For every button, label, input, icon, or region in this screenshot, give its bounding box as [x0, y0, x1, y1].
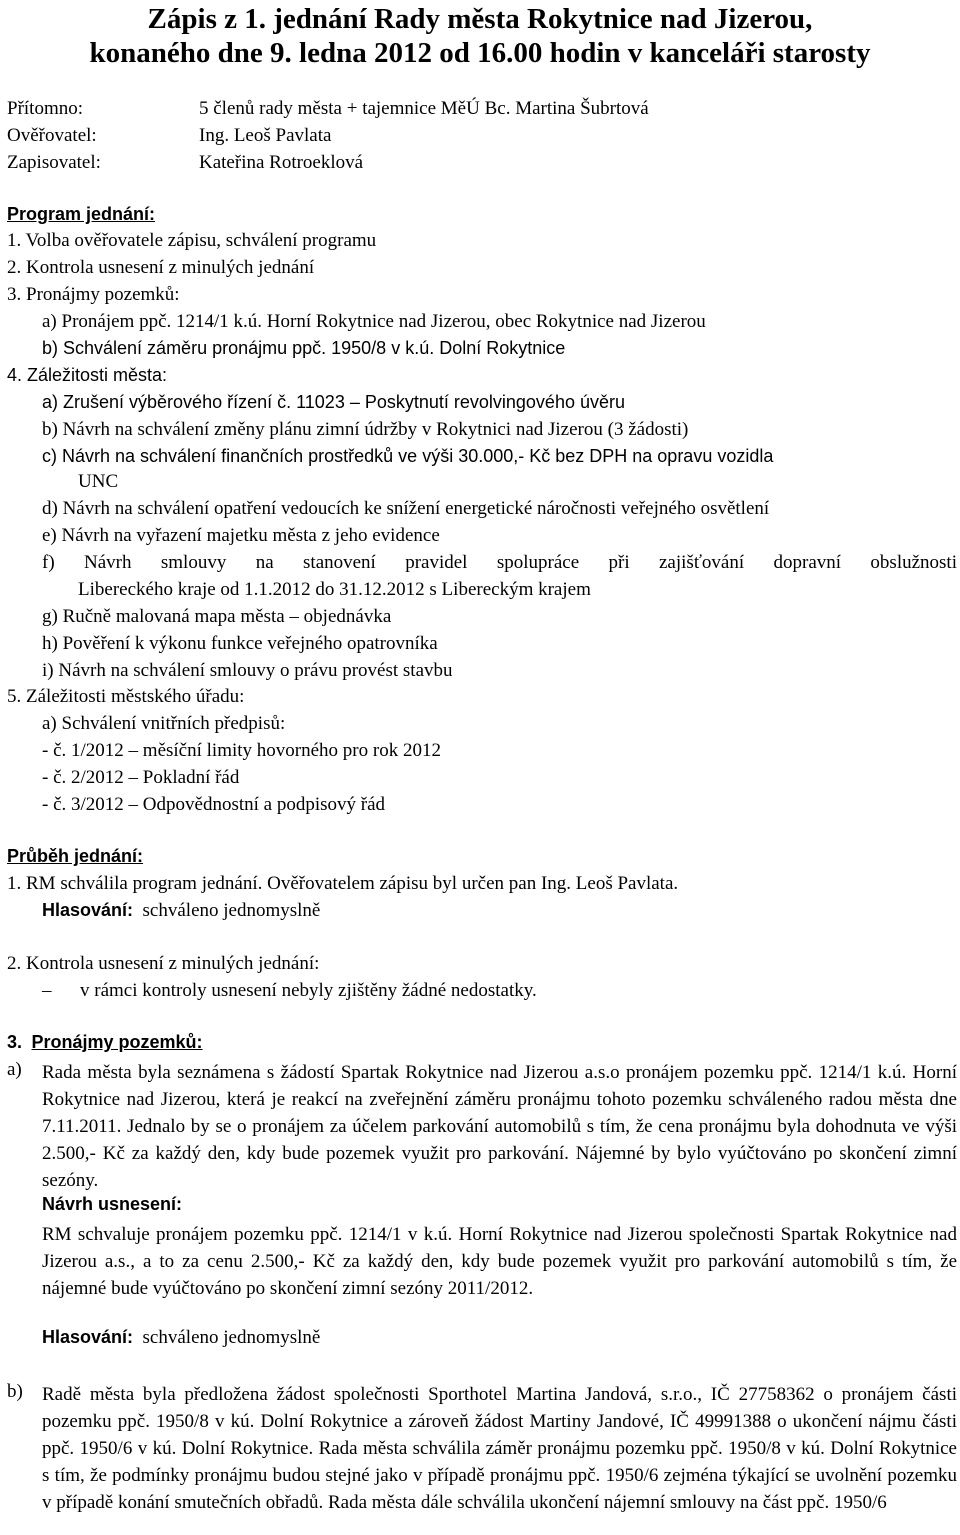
document-title	[0, 0, 960, 70]
attendance-value: 5 členů rady města + tajemnice MěÚ Bc. Martina Šubrtová	[199, 98, 649, 119]
attendance-label: Zapisovatel:	[7, 152, 101, 173]
program-subitem-continued: Libereckého kraje od 1.1.2012 do 31.12.2012 s Libereckým krajem	[78, 579, 591, 600]
attendance-label: Ověřovatel:	[7, 125, 97, 146]
attendance-label: Přítomno:	[7, 98, 84, 119]
paragraph-3a: Rada města byla seznámena s žádostí Spartak Rokytnice nad Jizerou a.s.o pronájem pozemku ppč. 1214/1 k.ú. Horní Rokytnice nad Jizerou, která je reakcí na zveřejnění záměru pronájmu tohoto pozemku schváleného radou města dne 7.11.2011. Jednalo by se o pronájem za účelem parkování automobilů s tím, že cena pronájmu byla dohodnuta ve výši 2.500,- Kč za každý den, kdy bude pozemek využit pro parkování. Nájemné by bylo vyúčtováno po skončení zimní sezóny.	[42, 1062, 957, 1191]
proceedings-dash-item	[42, 980, 537, 1002]
program-subitem: b) Návrh na schválení změny plánu zimní údržby v Rokytnici nad Jizerou (3 žádosti)	[42, 419, 689, 440]
program-subitem: - č. 1/2012 – měsíční limity hovorného pro rok 2012	[42, 740, 441, 761]
program-heading: Program jednání:	[7, 204, 156, 224]
program-subitem: g) Ručně malovaná mapa města – objednávka	[42, 606, 392, 627]
vote-label: Hlasování:	[42, 900, 134, 920]
program-subitem: a) Schválení vnitřních předpisů:	[42, 713, 286, 734]
proceedings-item: 1. RM schválila program jednání. Ověřovatelem zápisu byl určen pan Ing. Leoš Pavlata.	[7, 873, 679, 894]
vote-value: schváleno jednomyslně	[142, 900, 321, 921]
program-subitem: - č. 2/2012 – Pokladní řád	[42, 767, 240, 788]
program-item: 2. Kontrola usnesení z minulých jednání	[7, 257, 315, 278]
program-item: 4. Záležitosti města:	[7, 365, 168, 385]
vote-value: schváleno jednomyslně	[142, 1327, 321, 1348]
proceedings-item: 2. Kontrola usnesení z minulých jednání:	[7, 953, 320, 974]
program-item: 3. Pronájmy pozemků:	[7, 284, 180, 305]
attendance-row	[7, 122, 649, 149]
section-number: 3.	[7, 1032, 23, 1052]
program-subitem: c) Návrh na schválení finančních prostředků ve výši 30.000,- Kč bez DPH na opravu vozidla	[42, 446, 774, 466]
program-subitem: b) Schválení záměru pronájmu ppč. 1950/8 v k.ú. Dolní Rokytnice	[42, 338, 566, 358]
attendance-row	[7, 95, 649, 122]
program-item: 5. Záležitosti městského úřadu:	[7, 686, 245, 707]
program-subitem: a) Zrušení výběrového řízení č. 11023 – Poskytnutí revolvingového úvěru	[42, 392, 625, 412]
section-3-heading	[7, 1032, 203, 1054]
dash-text: v rámci kontroly usnesení nebyly zjištěny žádné nedostatky.	[80, 980, 537, 1001]
title-line-2: konaného dne 9. ledna 2012 od 16.00 hodin v kanceláři starosty	[89, 37, 871, 69]
program-subitem-continued: UNC	[78, 471, 119, 492]
vote-line	[42, 900, 320, 922]
item-label-a: a)	[7, 1059, 22, 1080]
paragraph-3b: Radě města byla předložena žádost společnosti Sporthotel Martina Jandová, s.r.o., IČ 27758362 o pronájem části pozemku ppč. 1950/8 v kú. Dolní Rokytnice a zároveň žádost Martiny Jandové, IČ 49991388 o ukončení nájmu části ppč. 1950/6 v kú. Dolní Rokytnice. Rada města schválila záměr pronájmu pozemku ppč. 1950/8 v kú. Dolní Rokytnice s tím, že podmínky pronájmu budou stejné jako v případě pronájmu ppč. 1950/6 zejména týkající se uvolnění pozemku v případě konání smutečních obřadů. Rada města dále schválila ukončení nájemní smlouvy na část ppč. 1950/6	[42, 1384, 957, 1513]
program-subitem: e) Návrh na vyřazení majetku města z jeho evidence	[42, 525, 440, 546]
vote-line	[42, 1327, 320, 1349]
program-item: 1. Volba ověřovatele zápisu, schválení programu	[7, 230, 377, 251]
program-subitem: i) Návrh na schválení smlouvy o právu provést stavbu	[42, 660, 453, 681]
proceedings-heading: Průběh jednání:	[7, 846, 144, 866]
program-subitem: - č. 3/2012 – Odpovědnostní a podpisový řád	[42, 794, 386, 815]
attendance-value: Ing. Leoš Pavlata	[199, 125, 332, 146]
attendance-block	[7, 95, 649, 176]
vote-label: Hlasování:	[42, 1327, 134, 1347]
item-label-b: b)	[7, 1381, 23, 1402]
program-subitem: h) Pověření k výkonu funkce veřejného opatrovníka	[42, 633, 438, 654]
title-line-1: Zápis z 1. jednání Rady města Rokytnice nad Jizerou,	[147, 3, 813, 35]
program-subitem: d) Návrh na schválení opatření vedoucích ke snížení energetické náročnosti veřejného osvětlení	[42, 498, 770, 519]
attendance-value: Kateřina Rotroeklová	[199, 152, 364, 173]
section-title: Pronájmy pozemků:	[31, 1032, 203, 1052]
program-subitem: a) Pronájem ppč. 1214/1 k.ú. Horní Rokytnice nad Jizerou, obec Rokytnice nad Jizerou	[42, 311, 706, 332]
program-subitem: f) Návrh smlouvy na stanovení pravidel spolupráce při zajišťování dopravní obslužnosti	[42, 552, 957, 573]
proposal-label: Návrh usnesení:	[42, 1194, 183, 1214]
proposal-text: RM schvaluje pronájem pozemku ppč. 1214/1 v k.ú. Horní Rokytnice nad Jizerou společnosti Spartak Rokytnice nad Jizerou a.s., a to za cenu 2.500,- Kč za každý den, kdy bude pozemek využit pro parkování automobilů s tím, že nájemné bude vyúčtováno po skončení zimní sezóny 2011/2012.	[42, 1224, 957, 1299]
dash-bullet: –	[42, 980, 52, 1001]
attendance-row	[7, 149, 649, 176]
